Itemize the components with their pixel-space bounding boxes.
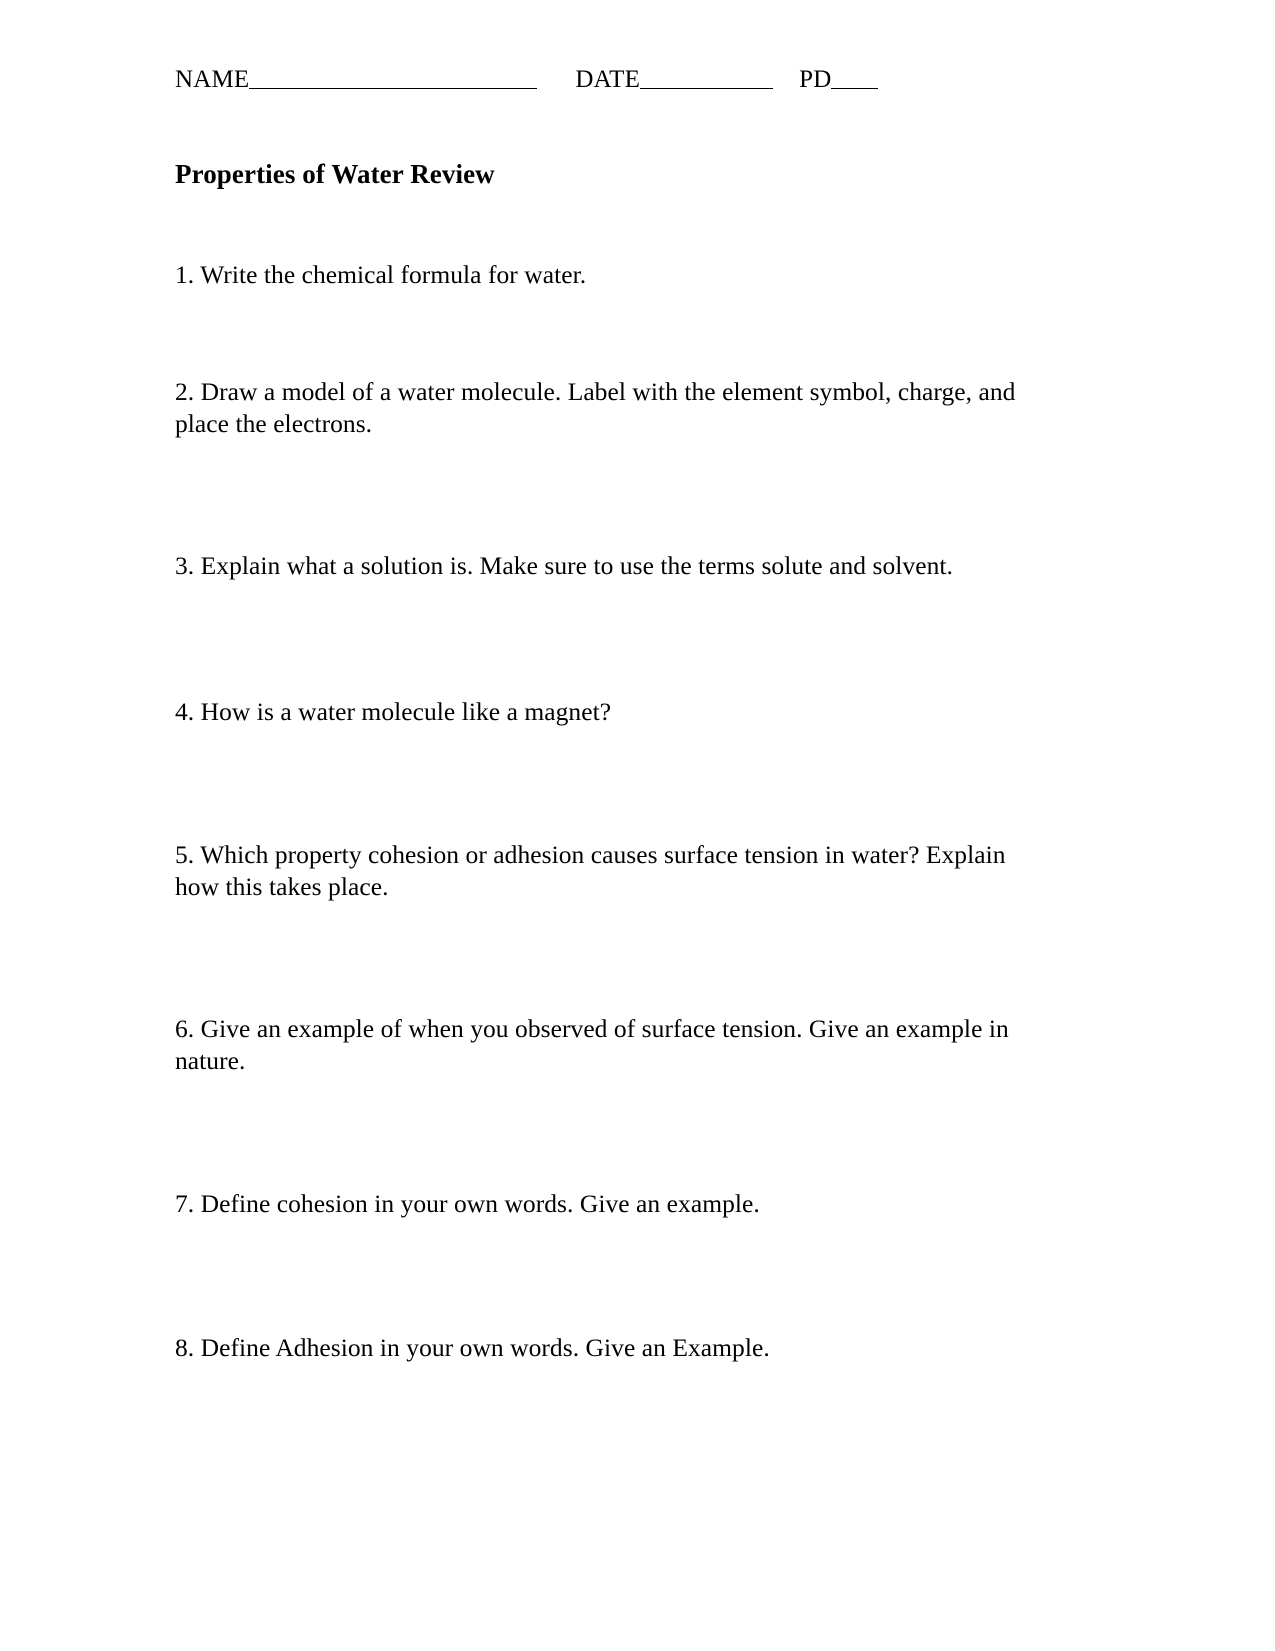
question-item-6: 6. Give an example of when you observed of surface tension. Give an example in nature. bbox=[175, 1013, 1009, 1075]
pd-input[interactable] bbox=[831, 71, 878, 89]
question-item-5: 5. Which property cohesion or adhesion causes surface tension in water? Explain how this takes place. bbox=[175, 839, 1006, 901]
question-item-3: 3. Explain what a solution is. Make sure to use the terms solute and solvent. bbox=[175, 550, 953, 580]
pd-label: PD bbox=[799, 66, 832, 93]
question-item-1: 1. Write the chemical formula for water. bbox=[175, 259, 587, 289]
name-label: NAME bbox=[175, 66, 250, 93]
date-input[interactable] bbox=[640, 71, 773, 89]
student-info-header bbox=[175, 66, 1025, 95]
name-input[interactable] bbox=[249, 71, 537, 89]
question-item-2: 2. Draw a model of a water molecule. Label with the element symbol, charge, and place the electrons. bbox=[175, 376, 1016, 438]
date-label: DATE bbox=[575, 66, 641, 93]
question-item-7: 7. Define cohesion in your own words. Give an example. bbox=[175, 1188, 760, 1218]
question-item-4: 4. How is a water molecule like a magnet? bbox=[175, 696, 612, 726]
page-title: Properties of Water Review bbox=[175, 159, 495, 190]
question-item-8: 8. Define Adhesion in your own words. Give an Example. bbox=[175, 1332, 770, 1362]
